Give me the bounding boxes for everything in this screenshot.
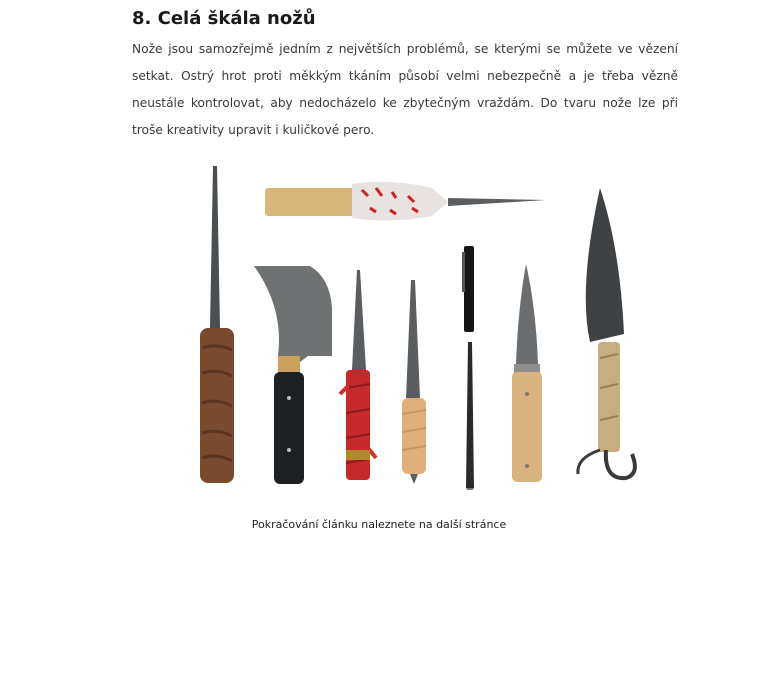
knife-horizontal-awl	[265, 182, 546, 221]
knife-half-moon-blade	[254, 266, 332, 484]
knife-taped-handle	[402, 280, 426, 484]
continuation-caption: Pokračování článku naleznete na další stránce	[251, 518, 507, 531]
knives-photo	[180, 158, 650, 490]
knife-pen-shank	[462, 246, 474, 490]
article-paragraph: Nože jsou samozřejmě jedním z největších problémů, se kterými se můžete ve vězení setkat. Ostrý hrot proti měkkým tkáním působí velmi nebezpečně a je třeba vězně neustále kontrolovat, aby nedocházelo ke zbytečným vraždám. Do tvaru nože lze při troše kreativity upravit i kuličkové pero.	[132, 42, 678, 137]
knife-dagger-wood-handle	[512, 264, 542, 482]
knife-spike-leather-handle	[200, 166, 234, 483]
knife-red-wrapped	[340, 270, 376, 480]
section-heading: 8. Celá škála nožů	[132, 8, 316, 29]
article	[132, 6, 678, 144]
knife-curved-hook	[578, 188, 635, 478]
